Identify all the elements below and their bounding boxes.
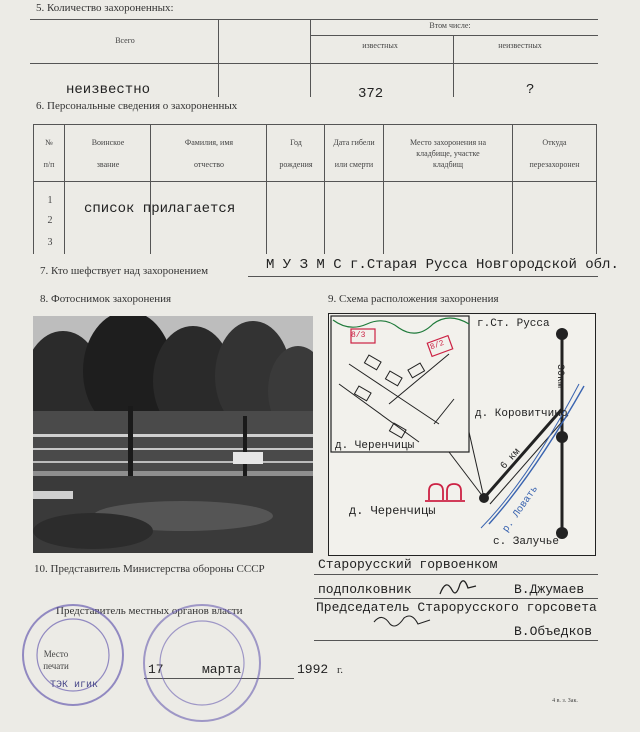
signature-military [438, 574, 478, 600]
burial-scheme-map [328, 313, 596, 556]
header-burial-place: Место захоронения на кладбище, участке кладбищ [409, 138, 486, 169]
grave-badge-left: 8/3 [351, 331, 366, 340]
col-known-header: известных [362, 41, 398, 50]
col-total-header: Всего [115, 36, 135, 45]
burial-photo [33, 316, 313, 553]
officer-name: В.Джумаев [514, 582, 585, 597]
divider [150, 124, 151, 254]
header-number: № п/п [43, 138, 55, 169]
date-year: 1992 [297, 662, 329, 677]
header-fullname: Фамилия, имя отчество [184, 138, 234, 169]
section6-title: 6. Персональные сведения о захороненных [36, 100, 238, 112]
divider [30, 19, 598, 20]
signature-local [372, 610, 432, 632]
officer-rank: подполковник [318, 582, 412, 597]
divider [310, 35, 598, 36]
divider [248, 276, 598, 277]
photo-image [33, 316, 313, 553]
date-month: марта [202, 662, 242, 677]
section7-label: 7. Кто шефствует над захоронением [40, 265, 209, 277]
local-authority-name: В.Объедков [514, 624, 593, 639]
date-day: 17 [148, 662, 164, 677]
col-including-header: Втом числе: [429, 21, 471, 30]
header-rank: Воинское звание [91, 138, 125, 169]
section9-label: 9. Схема расположения захоронения [328, 293, 499, 305]
stamp-text: ТЭК игик [50, 680, 99, 691]
section5-title: 5. Количество захороненных: [36, 2, 174, 14]
section10-label: 10. Представитель Министерства обороны СССР [34, 563, 265, 575]
divider [30, 63, 598, 64]
row-number: 1 [47, 195, 53, 206]
military-org: Старорусский горвоенком [318, 557, 498, 572]
divider [453, 35, 454, 97]
header-death-date: Дата гибели или смерти [333, 138, 375, 169]
section8-label: 8. Фотоснимок захоронения [40, 293, 172, 305]
list-attached-text: список прилагается [84, 201, 236, 217]
date-suffix: г. [337, 664, 344, 676]
row-number: 3 [47, 237, 53, 248]
place-korovitchino: д. Коровитчино [475, 408, 568, 420]
header-reburied-from: Откуда перезахоронен [529, 138, 580, 169]
known-value: 372 [358, 86, 384, 102]
divider [314, 598, 598, 599]
stamp-place-text: Место печати [43, 649, 69, 672]
local-authority-label: Представитель местных органов власти [56, 605, 243, 617]
divider [218, 19, 219, 97]
divider [64, 124, 65, 254]
col-unknown-header: неизвестных [498, 41, 542, 50]
river-lovat: р. Ловать [501, 484, 542, 535]
place-staraya-russa: г.Ст. Русса [477, 318, 550, 330]
place-zaluchie: с. Залучье [493, 536, 560, 548]
grave-badge-right: 8/2 [428, 338, 446, 353]
place-cherenchitsy: д. Черенчицы [349, 504, 436, 518]
row-number: 2 [47, 215, 53, 226]
local-authority-title: Председатель Старорусского горсовета [316, 600, 597, 615]
divider [310, 19, 311, 97]
total-value: неизвестно [66, 82, 151, 98]
place-cherenchitsy-inset: д. Черенчицы [335, 440, 415, 452]
print-code: 4 в. з. Зак. [552, 698, 578, 704]
unknown-value: ? [526, 82, 535, 98]
distance-30km: 30км [554, 364, 565, 389]
divider [266, 124, 267, 254]
scheme-drawing [329, 314, 595, 555]
divider [314, 640, 598, 641]
header-birth-year: Год рождения [279, 138, 313, 169]
distance-6km: 6 км [498, 446, 524, 473]
official-stamp-center [140, 598, 265, 728]
patron-value: М У З М С г.Старая Русса Новгородской обл. [266, 257, 619, 273]
divider [596, 124, 597, 254]
